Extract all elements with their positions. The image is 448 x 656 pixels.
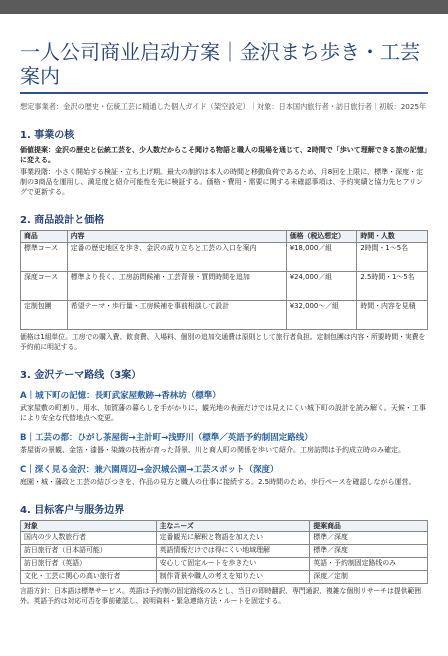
- pricing-header-row: [21, 231, 428, 243]
- route-b-title: B｜工芸の都：ひがし茶屋街→主計町→浅野川（標準／英語予約制固定路线）: [20, 432, 313, 443]
- table-cell: 制作背景や職人の考えを知りたい: [156, 571, 310, 584]
- document-title: 一人公司商业启动方案｜金沢まち歩き・工芸案内: [20, 40, 420, 88]
- table-cell: 文化・工芸に関心の高い旅行者: [21, 571, 157, 584]
- section-4-heading: 4. 目标客户与服务边界: [20, 504, 125, 516]
- table-cell: 安心して固定ルートを歩きたい: [156, 558, 310, 571]
- language-policy-note: 言語方針：日本語は標準サービス。英語は予約制の固定路线のみとし、当日の即時翻訳、専門通訳、複雑な個別リサーチは提供範囲外。英語予約は対応可否を事前確認し、説明資料・緊急連絡方法・ルートを固定する。: [20, 587, 422, 605]
- table-cell: 標準／深度: [310, 532, 428, 545]
- table-cell: 国内の少人数旅行者: [21, 532, 157, 545]
- table-cell: 定制包團: [21, 300, 68, 329]
- section-3-heading: 3. 金沢テーマ路线（3案）: [20, 369, 142, 381]
- audience-header: 提案商品: [310, 520, 428, 532]
- section-1-heading: 1. 事業の核: [20, 130, 75, 141]
- table-cell: 深度コース: [21, 271, 68, 300]
- table-cell: 2.5時間・1〜5名: [357, 271, 428, 300]
- section-2-heading: 2. 商品設計と価格: [20, 215, 105, 226]
- top-bar: [0, 0, 448, 14]
- table-cell: 定番観光に解釈と物語を加えたい: [156, 532, 310, 545]
- audience-table: [20, 520, 428, 585]
- route-a-title: A｜城下町の記憶：長町武家屋敷跡→香林坊（標準）: [20, 390, 221, 401]
- pricing-header: 内容: [67, 231, 286, 243]
- document-body: [0, 40, 448, 606]
- audience-header-row: [21, 520, 428, 532]
- value-proposition: 価値提案：金沢の歴史と伝統工芸を、少人数だからこそ聞ける物語と職人の現場を通じて、2時間で「歩いて理解できる旅の記憶」に変える。: [20, 146, 428, 164]
- table-cell: 時間・内容を見積: [357, 300, 428, 329]
- table-cell: 深度／定制: [310, 571, 428, 584]
- route-a-text: 武家屋敷の町割り、用水、加賀藩の暮らしを手がかりに、観光地の表面だけでは見えにくい城下町の設計を読み解く。天候・工事により安全な代替地点へ変更。: [20, 403, 426, 422]
- table-cell: ¥32,000〜／組: [286, 300, 357, 329]
- table-row: [21, 532, 428, 545]
- table-row: [21, 558, 428, 571]
- table-row: [21, 300, 428, 329]
- pricing-note: 価格は1組単位。工房での購入費、飲食費、入場料、個別の追加交通費は原則として旅行者負担。定制包團は内容・所要時間・実費を予約前に明記する。: [20, 332, 426, 351]
- table-row: [21, 271, 428, 300]
- table-cell: 英語情報だけでは得にくい地域理解: [156, 545, 310, 558]
- table-cell: 2時間・1〜5名: [357, 242, 428, 271]
- table-row: [21, 571, 428, 584]
- pricing-header: 時間・人数: [357, 231, 428, 243]
- audience-header: 対象: [21, 520, 157, 532]
- route-b-text: 茶屋街の景観、金箔・漆器・染織の技術が育った背景、川と商人町の関係を歩いて紹介。工房訪問は予約成立時のみ確定。: [20, 445, 405, 454]
- document-meta: 想定事業者：金沢の歴史・伝統工芸に精通した個人ガイド（架空設定）｜対象：日本国内旅行者・訪日旅行者｜初版：2025年: [20, 102, 427, 111]
- pricing-table: [20, 230, 428, 330]
- pricing-header: 商品: [21, 231, 68, 243]
- pricing-header: 価格（税込想定）: [286, 231, 357, 243]
- route-c-title: C｜深く見る金沢：兼六園周辺→金沢城公園→工芸スポット（深度）: [20, 464, 279, 475]
- table-cell: 英語・予約制固定路线のみ: [310, 558, 428, 571]
- table-cell: 訪日旅行者（英語）: [21, 558, 157, 571]
- table-cell: ¥18,000／組: [286, 242, 357, 271]
- table-row: [21, 545, 428, 558]
- route-c-text: 庭園・城・藩政と工芸の結びつきを、作品の見方と職人の仕事に接続する。2.5時間のため、歩行ペースを確認しながら運営。: [20, 477, 416, 486]
- audience-header: 主なニーズ: [156, 520, 310, 532]
- table-cell: 標準コース: [21, 242, 68, 271]
- business-stage-text: 事業段階：小さく開始する検証・立ち上げ期。最大の制約は本人の時間と移動負荷であるため、月8回を上限に、標準・深度・定制の3商品を運用し、満足度と紹介可能性を先に検証する。価格・費用・需要に関する未確認事項は、予約実績と協力先ヒアリングで更新する。: [20, 168, 424, 196]
- table-cell: 標準より長く、工房訪問候補・工芸背景・質問時間を追加: [67, 271, 286, 300]
- table-cell: 標準／深度: [310, 545, 428, 558]
- table-cell: 定番の歴史地区を歩き、金沢の成り立ちと工芸の入口を案内: [67, 242, 286, 271]
- table-cell: 訪日旅行者（日本語可能）: [21, 545, 157, 558]
- table-cell: 希望テーマ・歩行量・工房候補を事前相談して設計: [67, 300, 286, 329]
- title-divider: [20, 92, 428, 94]
- table-row: [21, 242, 428, 271]
- table-cell: ¥24,000／組: [286, 271, 357, 300]
